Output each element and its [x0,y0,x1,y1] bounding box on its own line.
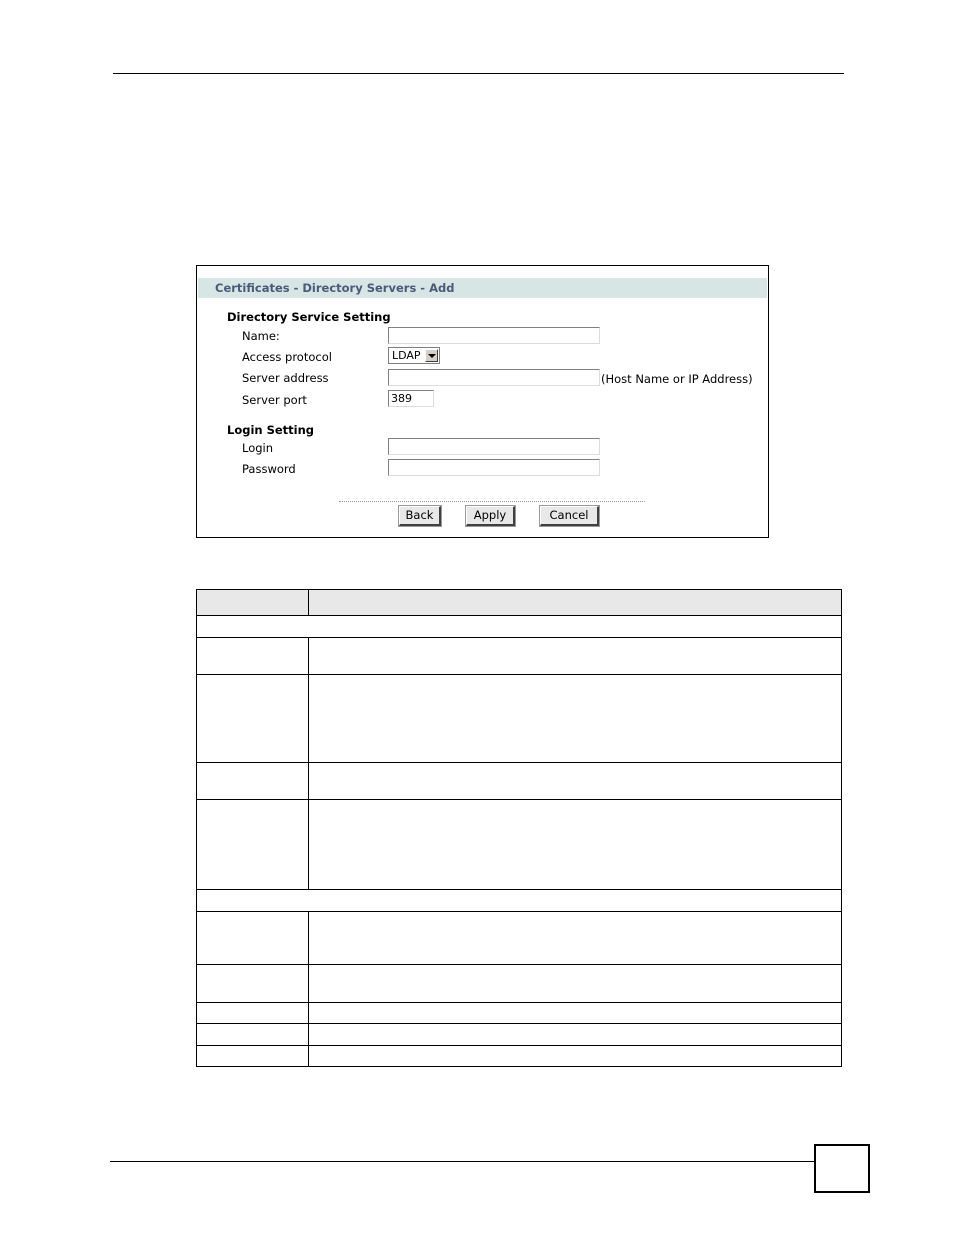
server-address-input[interactable] [388,369,600,386]
page-number-box [814,1144,870,1193]
table-row [197,911,841,964]
chevron-down-icon[interactable] [425,349,438,362]
name-input[interactable] [388,327,600,344]
table-section-row [197,615,841,637]
directory-server-add-screen [196,265,769,538]
table-row [197,799,841,889]
table-row [197,1045,841,1066]
table-section-row [197,889,841,911]
back-button[interactable]: Back [399,506,441,526]
screen-title: Certificates - Directory Servers - Add [215,281,455,295]
table-row [197,637,841,674]
cancel-button[interactable]: Cancel [540,506,599,526]
password-input[interactable] [388,459,600,476]
divider [339,501,645,502]
table-row [197,762,841,799]
apply-button[interactable]: Apply [466,506,515,526]
table-row [197,1002,841,1023]
bottom-rule [110,1161,814,1162]
password-label: Password [242,462,296,476]
top-rule [113,73,844,74]
server-port-input[interactable] [388,390,434,407]
table-header-row [197,590,841,615]
login-input[interactable] [388,438,600,455]
server-address-label: Server address [242,371,329,385]
description-table [196,589,842,1067]
screen-header [198,278,767,298]
access-protocol-select[interactable] [388,347,440,364]
login-label: Login [242,441,274,455]
table-row [197,674,841,762]
server-address-hint: (Host Name or IP Address) [601,372,753,386]
login-section-title: Login Setting [227,423,315,437]
access-protocol-value: LDAP [392,349,421,362]
name-label: Name: [242,329,280,343]
directory-section-title: Directory Service Setting [227,310,391,324]
table-row [197,1023,841,1045]
table-row [197,964,841,1002]
server-port-label: Server port [242,393,307,407]
access-protocol-label: Access protocol [242,350,332,364]
